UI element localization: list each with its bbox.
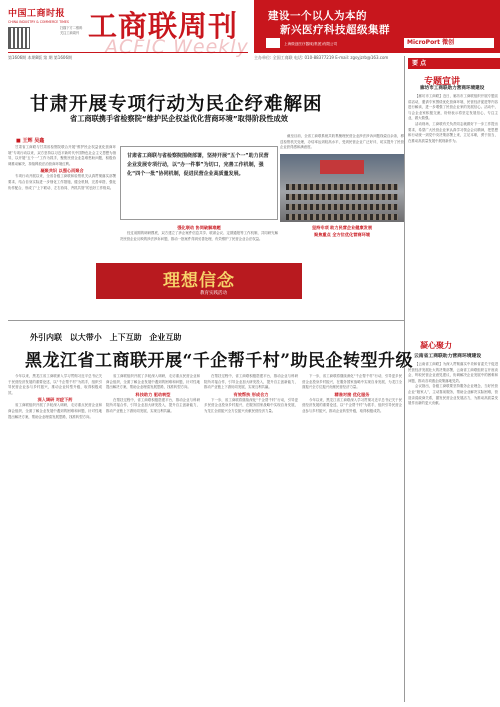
paragraph: 活动现场，工商联有关负责同志就做好下一步工作提出要求，希望广大民营企业家认真学习领会会议精神，把思想和行动统一到党中央决策部署上来，立足本职，勇于担当，在推动高质量发展中展现新作为。 bbox=[408, 121, 498, 143]
paragraph: 【云南省工商联】为深入贯彻落实中央和省委关于促进民营经济发展壮大的决策部署，云南省工商联组织召开座谈会，听取民营企业意见建议，协调解决企业发展中的困难和问题，推动各项惠企政策落地见效。 bbox=[408, 362, 498, 383]
qr-code-icon bbox=[8, 27, 30, 49]
story1-byline: ■ 王辉 吴鑫 bbox=[16, 138, 45, 144]
paragraph: 甘肃省工商联与甘肃省检察院联合开展“维护民企权益优化营商环境”专项行动以来，双方坚持以习近平新时代中国特色社会主义思想为指导，以开展“五个一”工作为抓手，聚焦民营企业急难愁盼问题，积极协调推动解决，持续释放法治营商环境红利。 bbox=[8, 145, 116, 166]
story2-col4 bbox=[302, 374, 402, 702]
ad-line: 建设一个以人为本的 bbox=[268, 10, 367, 22]
sidebar-article-2 bbox=[408, 362, 498, 702]
paragraph: 省工商联组织开展了多轮深入调研，走访重点民营企业和商会组织，全面了解企业发展中遇到的困难和问题，针对性地提出解决方案，帮助企业理清发展思路，找准转型方向。 bbox=[106, 374, 200, 390]
qr-note-line: 关注工商周刊 bbox=[60, 30, 80, 35]
masthead-title-english: ACFIC Weekly bbox=[105, 36, 249, 58]
paragraph: 省工商联组织开展了多轮深入调研，走访重点民营企业和商会组织，全面了解企业发展中遇到的困难和问题，针对性地提出解决方案，帮助企业理清发展思路，找准转型方向。 bbox=[8, 403, 102, 419]
story2-col3 bbox=[204, 374, 298, 702]
section-header: 精准对接 优化服务 bbox=[334, 391, 370, 397]
masthead-title: 工商联周刊 bbox=[88, 9, 239, 43]
qr-note-line: 扫描下方二维码 bbox=[60, 26, 83, 30]
brand-english: CHINA INDUSTRY & COMMERCE TIMES bbox=[8, 20, 69, 24]
paragraph: 下一步，省工商联将继续深化“千企帮千村”行动，引导更多民营企业投身乡村振兴，在服务国家战略中实现自身发展，为龙江全面振兴全方位振兴贡献民营经济力量。 bbox=[204, 397, 298, 413]
section-header: 强化联动 协同破解难题 bbox=[177, 225, 221, 230]
sidebar-headline-2: 凝心聚力 bbox=[420, 341, 452, 350]
paragraph: 会议指出，各级工商联要坚持服务企业理念，当好民营企业“娘家人”，主动靠前服务，帮助企业解决实际困难，营造亲清政商关系，激发民营企业发展活力，为推动高质量发展作出新的更大贡献。 bbox=[408, 384, 498, 406]
audience-row bbox=[286, 184, 398, 190]
stage-screen bbox=[320, 160, 364, 174]
story2-kicker: 外引内联 以大带小 上下互助 企业互助 bbox=[30, 333, 182, 342]
paragraph: 截至目前，全省工商联系统共收集梳理民营企业涉法涉诉问题线索百余条，移送检察机关处理，办结率达到较高水平，受到民营企业广泛好评，切实提升了民营企业获得感和满意度。 bbox=[280, 134, 404, 150]
paragraph: 在帮扶过程中，省工商联积极搭建平台，推动企业与科研院所对接合作，引导企业加大研发投入，提升自主创新能力，推动产业链上下游协同发展，实现互利共赢。 bbox=[204, 374, 298, 390]
brand-name: 中国工商时报 bbox=[8, 9, 66, 19]
story1-subhead: 省工商联携手省检察院“维护民企权益优化营商环境”取得阶段性成效 bbox=[70, 114, 288, 123]
sidebar-article-1 bbox=[408, 94, 498, 334]
paragraph: 在帮扶过程中，省工商联积极搭建平台，推动企业与科研院所对接合作，引导企业加大研发投入，提升自主创新能力，推动产业链上下游协同发展，实现互利共赢。 bbox=[106, 397, 200, 413]
meeting-photo bbox=[280, 154, 404, 222]
pull-quote: 甘肃省工商联与省检察院围绕部署，坚持开展“五个一”助力民营企业发展专项行动，以“办一件事”为切口，完善工作机制，强化“四个一批”协同机制，促进民营企业高质量发展。 bbox=[120, 146, 278, 220]
promo-banner bbox=[96, 263, 302, 299]
sidebar-subhead-2: 云南省工商联助力营商环境建设 bbox=[414, 354, 482, 359]
story1-col2 bbox=[120, 224, 278, 262]
story2-col2 bbox=[106, 374, 200, 702]
section-header: 凝聚共识 以强心而聚合 bbox=[40, 168, 84, 174]
column-divider bbox=[404, 56, 405, 702]
section-header: 科技助力 驱动转型 bbox=[135, 391, 171, 397]
sidebar-subhead: 廊坊市工商联助力营商环境建设 bbox=[420, 86, 485, 91]
paragraph: 【廊坊市工商联】近日，廊坊市工商联组织开展专题宣讲活动，邀请专家围绕优化营商环境、民营经济促进等内容进行解读，进一步增强了民营企业家的发展信心。活动中，与会企业家积极交流，纷纷表示将坚定发展信心，专注主业，做大做强。 bbox=[408, 94, 498, 121]
ad-line: 新兴医疗科技超级集群 bbox=[280, 24, 390, 36]
masthead-brand bbox=[8, 6, 69, 36]
section-header: 坚持专项 助力民营企业健康发展 bbox=[311, 225, 373, 230]
story1-col3 bbox=[280, 134, 404, 154]
paragraph: 经过前期的调研摸底，双方建立了涉企案件信息共享、联席会议、定期通报等工作机制，共同研究解决民营企业反映的涉法涉诉问题，推动一批案件得到妥善处理，有效维护了民营企业合法权益。 bbox=[120, 231, 278, 241]
ad-badge-icon bbox=[266, 38, 280, 48]
paragraph: 今年以来，黑龙江省工商联深入学习贯彻习近平总书记关于民营经济发展的重要论述，以“千企帮千村”为抓手，组织引导民营企业参与乡村振兴，推动企业转型升级，取得积极成效。 bbox=[8, 374, 102, 395]
qr-note bbox=[60, 26, 90, 35]
audience-row bbox=[286, 204, 398, 210]
ad-company: 上海微创医疗器械(集团)有限公司 bbox=[284, 42, 338, 46]
story1-headline: 甘肃开展专项行动为民企纾难解困 bbox=[30, 94, 323, 115]
sidebar-tag: 要 点 bbox=[408, 58, 500, 69]
section-rule bbox=[8, 320, 404, 321]
sidebar-headline: 专题宣讲 bbox=[424, 77, 461, 87]
section-header: 有效帮扶 形成合力 bbox=[233, 391, 269, 397]
story2-col1 bbox=[8, 374, 102, 702]
audience-row bbox=[286, 214, 398, 220]
story2-headline: 黑龙江省工商联开展“千企帮千村”助民企转型升级 bbox=[25, 351, 414, 371]
section-header: 聚焦重点 全方位优化营商环境 bbox=[314, 232, 370, 237]
section-header: 深入调研 对症下药 bbox=[37, 397, 73, 403]
advertisement[interactable] bbox=[254, 0, 500, 52]
contact-info: 主办单位: 全国工商联 电话: 010-88377219 E-mail: zgsyjzrb@163.com bbox=[254, 52, 500, 61]
paragraph: 专项行动开展以来，全省各级工商联和检察机关认真贯彻落实部署要求，结合自身实际进一步细化工作措施，健全机制，完善举措，强化协作配合，形成了“上下联动、左右协同、齐抓共管”的良好工作格局。 bbox=[8, 174, 116, 190]
audience-row bbox=[286, 194, 398, 200]
story1-col4 bbox=[280, 224, 404, 262]
banner-sub: 教育实践活动 bbox=[200, 291, 227, 296]
banner-text: 理想信念 bbox=[163, 271, 235, 291]
ad-logo: MicroPort 微创 bbox=[404, 38, 494, 48]
paragraph: 下一步，省工商联将继续深化“千企帮千村”行动，引导更多民营企业投身乡村振兴，在服务国家战略中实现自身发展，为龙江全面振兴全方位振兴贡献民营经济力量。 bbox=[302, 374, 402, 390]
story1-col1 bbox=[8, 145, 116, 263]
paragraph: 今年以来，黑龙江省工商联深入学习贯彻习近平总书记关于民营经济发展的重要论述，以“千企帮千村”为抓手，组织引导民营企业参与乡村振兴，推动企业转型升级，取得积极成效。 bbox=[302, 397, 402, 413]
issue-info: 第1606期 本期8版 第 期 第1606期 bbox=[8, 52, 248, 61]
